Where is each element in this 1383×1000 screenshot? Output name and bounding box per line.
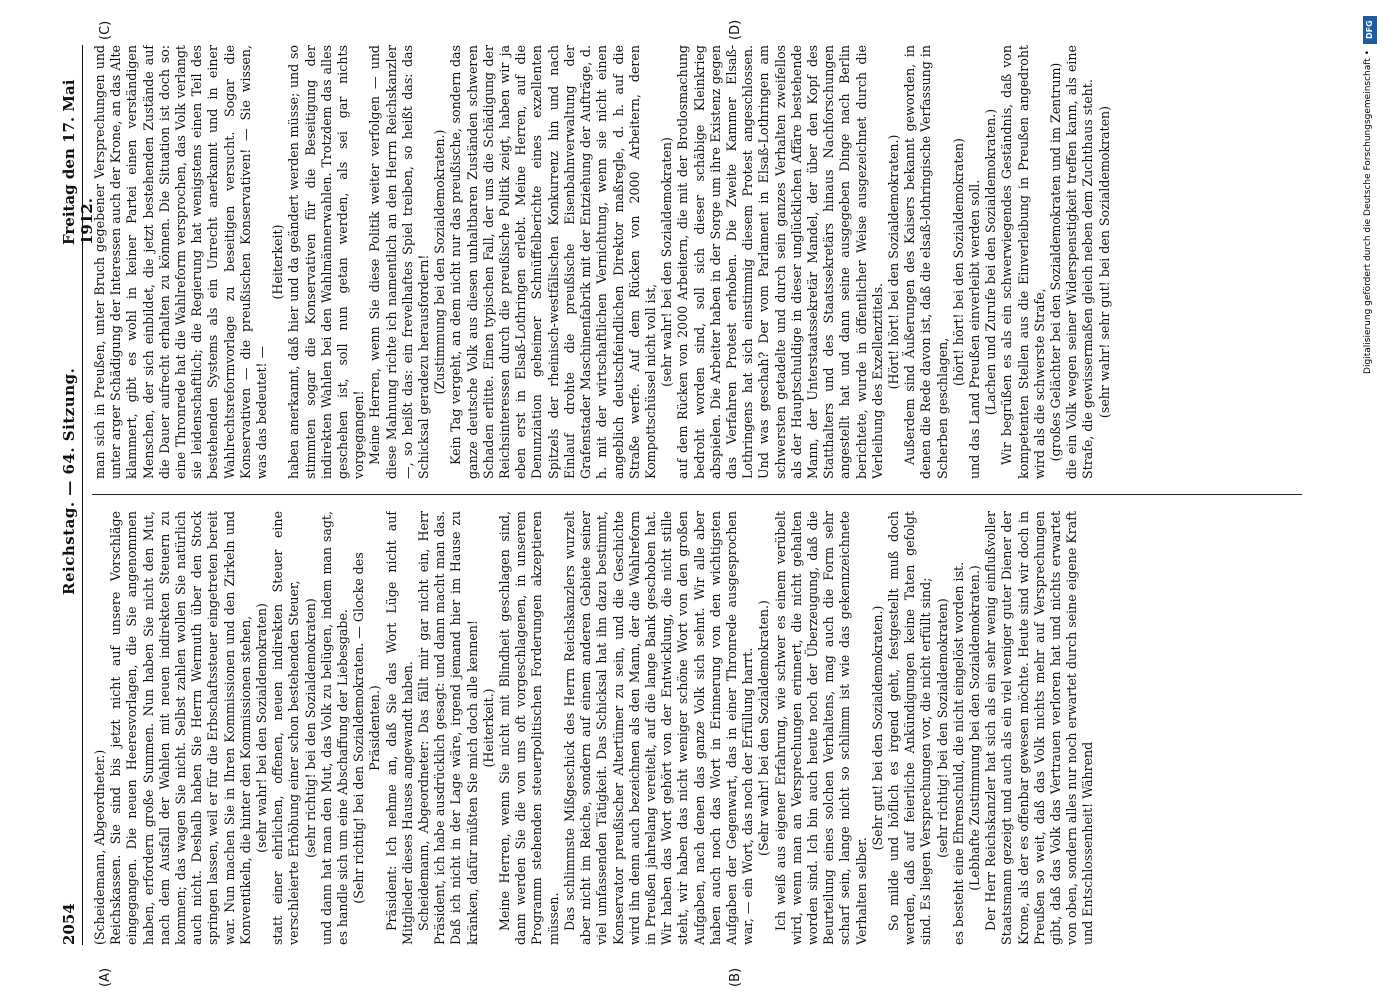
credit-text: Digitalisierung gefördert durch die Deutsche Forschungsgemeinschaft • [1363, 50, 1373, 374]
paragraph: und dann hat man den Mut, das Volk zu belügen, indem man sagt, es handle sich um eine Abschaffung der Liebesgabe. [318, 511, 351, 945]
digitization-credit [1361, 10, 1381, 990]
interjection: (sehr wahr! sehr gut! bei den Sozialdemokraten) [1096, 105, 1112, 419]
page-content [58, 19, 1308, 987]
interjection: (Sehr gut! bei den Sozialdemokraten.) [869, 605, 885, 851]
paragraph: Der Herr Reichskanzler hat sich als ein sehr wenig einflußvoller Staatsmann gezeigt und auch als ein viel weniger guter Diener der Krone, als der es offenbar gewesen möchte. Heute sind wir doch in Preußen so weit, daß das Volk nichts mehr auf Versprechungen gibt, daß das Volk das Vertrauen verloren hat und nichts erwartet von oben, sondern alles nur noch erwartet durch seine eigene Kraft und Entschlossenheit! Während [983, 511, 1096, 945]
interjection: (Lebhafte Zustimmung bei den Sozialdemokraten.) [966, 565, 982, 891]
paragraph: haben anerkannt, daß hier und da geändert werden müsse; und so stimmten sogar die Konservativen für die Beseitigung der indirekten Wahlen bei den Wahlmännerwahlen. Trotzdem das alles geschehen ist, soll nun getan werden, als sei gar nichts vorgegangen! [286, 45, 367, 479]
interjection: (Lachen und Zurufe bei den Sozialdemokraten.) [983, 108, 999, 416]
president-remark: Präsident: Ich nehme an, daß Sie das Wort Lüge nicht auf Mitglieder dieses Hauses angewandt haben. [383, 511, 415, 945]
page-title: Reichstag. — 64. Sitzung. [60, 367, 78, 595]
margin-marker-c: (C) [98, 20, 113, 40]
paragraph: Wir begrüßen es als ein schwerwiegendes Geständnis, daß von kompetenten Stellen aus die Einverleibung in Preußen angedroht wird als die schwerste Strafe, [999, 45, 1047, 479]
interjection: (sehr richtig! bei den Sozialdemokraten) [302, 598, 318, 858]
margin-marker-d: (D) [728, 19, 743, 40]
speaker-reply: Scheidemann, Abgeordneter: Das fällt mir gar nicht ein, Herr Präsident, ich habe ausdrücklich gesagt: und dann macht man das. Daß ich nicht in der Lage wäre, irgend jemand hier im Hause zu kränken, dafür müßten Sie mich doch alle kennen! [416, 511, 480, 945]
paragraph: statt einer ehrlichen, offenen, neuen indirekten Steuer eine verschleierte Erhöhung einer schon bestehenden Steuer, [270, 511, 302, 945]
paragraph: Das schlimmste Mißgeschick des Herrn Reichskanzlers wurzelt aber nicht im Reiche, sondern auf einem anderen Gebiete seiner viel umfassenden Tätigkeit. Das Schicksal hat ihn dazu bestimmt, Konservator preußischer Altertümer zu sein, und die Geschichte wird ihn denn auch bezeichnen als den Mann, der die Wahlreform in Preußen jahrelang vereitelt, auf die lange Bank geschoben hat. Wir haben das Wort gehört von der Entwicklung, die nicht stille steht, wir haben das nicht weniger schöne Wort von den großen Aufgaben, nach denen das ganze Volk sich sehnt. Wir alle aber haben auch noch das Wort in Erinnerung von den wichtigsten Aufgaben der Gegenwart, das in einer Thronrede ausgesprochen war, — ein Wort, das noch der Erfüllung harrt. [561, 511, 756, 945]
paragraph: und das Land Preußen einverleibt werden soll. [966, 179, 982, 479]
dfg-logo: DFG [1363, 16, 1377, 44]
interjection: (großes Gelächter bei den Sozialdemokraten und im Zentrum) [1047, 62, 1063, 462]
paragraph: man sich in Preußen, unter Bruch gegebener Versprechungen und unter arger Schädigung der Interessen auch der Krone, an das Alte klammert, gibt es wohl in keiner Partei einen verständigen Menschen, der sich einbildet, die jetzt bestehenden Zustände auf die Dauer aufrecht erhalten zu können. Die Situation ist doch so: eine Thronrede hat die Wahlreform versprochen, das Volk verlangt sie leidenschaftlich; die Regierung hat wenigstens einen Teil des bestehenden Systems als ein Unrecht anerkannt und in einer Wahlrechtsreformvorlage zu beseitigen versucht. Sogar die Konservativen — die preußischen Konservativen! — Sie wissen, was das bedeutet! — [92, 45, 270, 479]
interjection: (sehr wahr! bei den Sozialdemokraten) [254, 603, 270, 853]
margin-marker-b: (B) [728, 967, 743, 987]
paragraph: auf dem Rücken von 2000 Arbeitern, die mit der Brotlosmachung bedroht worden sind, soll sich dieser schäbige Kleinkrieg abspielen. Die Arbeiter haben in der Sorge um ihre Existenz gegen das Verfahren Protest erhoben. Die Zweite Kammer Elsaß-Lothringens hat sich einstimmig diesem Protest angeschlossen. Und was geschah? Der vom Parlament in Elsaß-Lothringen am schwersten getadelte und durch sein ganzes Verhalten zweifellos als der Hauptschuldige in dieser unglücklichen Affäre bestehende Mann, der Unterstaatssekretär Mandel, der über den Kopf des Statthalters und des Staatssekretärs hinaus Nachforschungen angestellt hat und dann seine ausgegeben Dinge nach Berlin berichtete, wurde in öffentlicher Weise ausgezeichnet durch die Verleihung des Exzellenztitels. [675, 45, 885, 479]
paragraph: die ein Volk wegen seiner Widerspenstigkeit treffen kann, als eine Strafe, die gewissermaßen gleich neben dem Zuchthaus steht. [1064, 45, 1096, 479]
column-divider [92, 494, 1302, 495]
paragraph: So milde und höflich es irgend geht, festgestellt muß doch werden, daß auf feierliche Ankündigungen keine Taten gefolgt sind. Es liegen Versprechungen vor, die nicht erfüllt sind; [885, 511, 934, 945]
interjection: (sehr wahr! bei den Sozialdemokraten) [659, 137, 675, 387]
interjection: (Hört! hört! bei den Sozialdemokraten.) [885, 134, 901, 390]
interjection: (Heiterkeit) [270, 224, 286, 300]
interjection: (Zustimmung bei den Sozialdemokraten.) [432, 129, 448, 395]
paragraph: es besteht eine Ehrenschuld, die nicht eingelöst worden ist. [950, 561, 966, 945]
interjection: (hört! hört! bei den Sozialdemokraten) [950, 138, 966, 386]
left-text-column [92, 511, 1302, 945]
interjection: (sehr richtig! bei den Sozialdemokraten) [934, 598, 950, 858]
page-date: Freitag den 17. Mai 1912. [60, 79, 96, 245]
paragraph: Meine Herren, wenn Sie diese Politik weiter verfolgen — und diese Mahnung richte ich namentlich an den Herrn Reichskanzler —, so heißt das: ein frevelhaftes Spiel treiben, so heißt das: das Schicksal geradezu herausfordern! [367, 45, 432, 479]
paragraph: Meine Herren, wenn Sie nicht mit Blindheit geschlagen sind, dann werden Sie die von uns oft vorgeschlagenen, in unserem Programm stehenden steuerpolitischen Forderungen akzeptieren müssen. [497, 511, 561, 945]
paragraph: Ich weiß aus eigener Erfahrung, wie schwer es einem verübelt wird, wenn man an Versprechungen erinnert, die nicht gehalten worden sind. Ich bin auch heute noch der Überzeugung, daß die Beurteilung eines solchen Verhaltens, mag auch die Form sehr scharf sein, lange nicht so schlimm ist wie das gekennzeichnete Verhalten selber. [772, 511, 869, 945]
interjection: (Sehr richtig! bei den Sozialdemokraten. — Glocke des Präsidenten.) [351, 552, 383, 904]
interjection: (Heiterkeit.) [480, 688, 496, 768]
right-text-column [92, 45, 1302, 479]
margin-marker-a: (A) [98, 967, 113, 987]
paragraph: Außerdem sind Äußerungen des Kaisers bekannt geworden, in denen die Rede davon ist, daß die elsaß-lothringische Verfassung in Scherben geschlagen, [902, 45, 950, 479]
page-header [58, 45, 96, 945]
speaker-continuation: (Scheidemann, Abgeordneter.) [92, 749, 107, 945]
paragraph: Kein Tag vergeht, an dem nicht nur das preußische, sondern das ganze deutsche Volk aus diesen unhaltbaren Zuständen schweren Schaden erlitte. Einen typischen Fall, der uns die Schädigung der Reichsinteressen durch die preußische Politik zeigt, haben wir ja eben erst in Elsaß-Lothringen erlebt. Meine Herren, auf die Denunziation geheimer Schnüffelberichte eines exzellenten Spitzels der rheinisch-westfälischen Konkurrenz hin und nach Einlauf drohte die preußische Eisenbahnverwaltung der Grafenstader Maschinenfabrik mit der Entziehung der Aufträge, d. h. mit der wirtschaftlichen Vernichtung, wenn sie nicht einen angeblich deutschfeindlichen Direktor maßregle, d. h. auf die Straße werfe. Auf dem Rücken von 2000 Arbeitern, deren Kompottschüssel nicht voll ist, [448, 45, 658, 479]
interjection: (Sehr wahr! bei den Sozialdemokraten.) [756, 600, 772, 856]
paragraph: Reichskassen. Sie sind bis jetzt nicht auf unsere Vorschläge eingegangen. Die neuen Heeresvorlagen, die Sie angenommen haben, erfordern große Summen. Nun haben Sie nicht den Mut, nach dem Ausfall der Wahlen mit neuen indirekten Steuern zu kommen; das wagen Sie nicht. Selbst zahlen wollen Sie natürlich auch nicht. Deshalb haben Sie Herrn Wermuth über den Stock springen lassen, weil er für die Erbschaftssteuer eingetreten bereit war. Nun machen Sie in Ihren Kommissionen und den Zirkeln und Konventikeln, die hinter den Kommissionen stehen, [108, 511, 253, 945]
page-number: 2054 [60, 903, 78, 945]
